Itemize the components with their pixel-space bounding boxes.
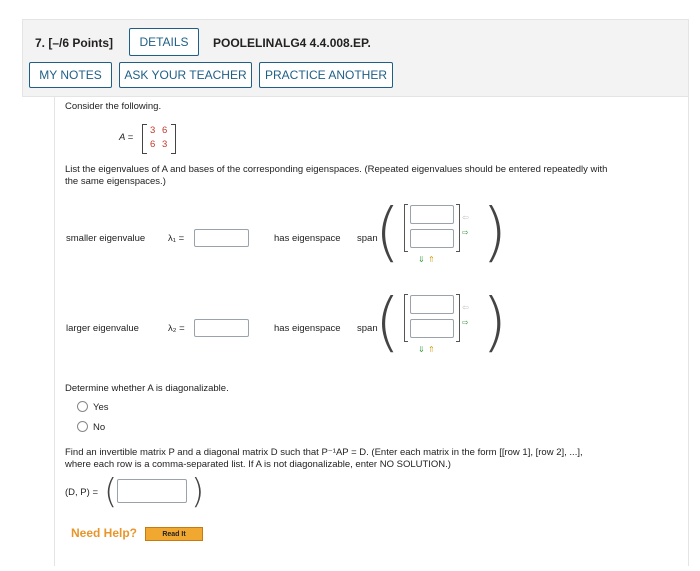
has-eigenspace-label: has eigenspace — [274, 323, 341, 334]
remove-vector-icon[interactable]: ⇦ — [462, 213, 469, 222]
right-paren: ) — [191, 472, 205, 512]
right-paren: ) — [482, 196, 507, 270]
ask-teacher-button[interactable]: ASK YOUR TEACHER — [119, 62, 252, 88]
span-label: span — [357, 323, 378, 334]
problem-code: POOLELINALG4 4.4.008.EP. — [213, 36, 371, 50]
instructions-line1: List the eigenvalues of A and bases of the corresponding eigenspaces. (Repeated eigenvalues should be entered repeatedly with — [65, 164, 608, 175]
my-notes-button[interactable]: MY NOTES — [29, 62, 112, 88]
instructions-line2: the same eigenspaces.) — [65, 176, 166, 187]
vector-right-bracket — [456, 294, 460, 342]
lambda2-label: λ₂ = — [168, 323, 185, 334]
diagonalizable-question: Determine whether A is diagonalizable. — [65, 383, 229, 394]
need-help-label: Need Help? — [71, 526, 138, 540]
question-title: 7. [–/6 Points] — [35, 36, 114, 50]
lambda2-input[interactable] — [194, 319, 249, 337]
read-it-button[interactable]: Read It — [145, 527, 203, 541]
vector-left-bracket — [404, 204, 408, 252]
lambda1-label: λ₁ = — [168, 233, 185, 244]
remove-entry-icon[interactable]: ⇑ — [428, 255, 435, 264]
add-entry-icon[interactable]: ⇓ — [418, 255, 425, 264]
eigenvector2-entry2-input[interactable] — [410, 319, 454, 338]
lambda1-input[interactable] — [194, 229, 249, 247]
eigenvector1-entry1-input[interactable] — [410, 205, 454, 224]
matrix-cell: 6 — [162, 125, 168, 136]
vector-left-bracket — [404, 294, 408, 342]
matrix-right-bracket — [171, 124, 176, 154]
matrix-cell: 3 — [162, 139, 168, 150]
matrix-cell: 3 — [150, 125, 156, 136]
matrix-a — [142, 124, 176, 152]
remove-entry-icon[interactable]: ⇑ — [428, 345, 435, 354]
left-paren: ( — [104, 472, 118, 512]
yes-radio[interactable] — [77, 401, 88, 412]
eigenvector1-entry2-input[interactable] — [410, 229, 454, 248]
add-entry-icon[interactable]: ⇓ — [418, 345, 425, 354]
details-button[interactable]: DETAILS — [129, 28, 199, 56]
left-paren: ( — [375, 286, 400, 360]
larger-eigenvalue-label: larger eigenvalue — [66, 323, 139, 334]
no-label: No — [93, 422, 106, 433]
dp-instructions-line2: where each row is a comma-separated list. If A is not diagonalizable, enter NO SOLUTION.) — [65, 459, 451, 470]
add-vector-icon[interactable]: ⇨ — [462, 228, 469, 237]
practice-another-button[interactable]: PRACTICE ANOTHER — [259, 62, 393, 88]
no-radio[interactable] — [77, 421, 88, 432]
add-vector-icon[interactable]: ⇨ — [462, 318, 469, 327]
smaller-eigenvalue-label: smaller eigenvalue — [66, 233, 146, 244]
matrix-cell: 6 — [150, 139, 156, 150]
dp-label: (D, P) = — [65, 487, 98, 498]
span-label: span — [357, 233, 378, 244]
matrix-label: A = — [119, 132, 134, 143]
right-paren: ) — [482, 286, 507, 360]
question-header — [22, 19, 689, 97]
intro-text: Consider the following. — [65, 101, 162, 112]
matrix-left-bracket — [142, 124, 147, 154]
eigenvector2-entry1-input[interactable] — [410, 295, 454, 314]
remove-vector-icon[interactable]: ⇦ — [462, 303, 469, 312]
left-paren: ( — [375, 196, 400, 270]
has-eigenspace-label: has eigenspace — [274, 233, 341, 244]
yes-label: Yes — [93, 402, 109, 413]
dp-input[interactable] — [117, 479, 187, 503]
dp-instructions-line1: Find an invertible matrix P and a diagonal matrix D such that P⁻¹AP = D. (Enter each matrix in the form [[row 1], [row 2], ...], — [65, 447, 583, 458]
vector-right-bracket — [456, 204, 460, 252]
